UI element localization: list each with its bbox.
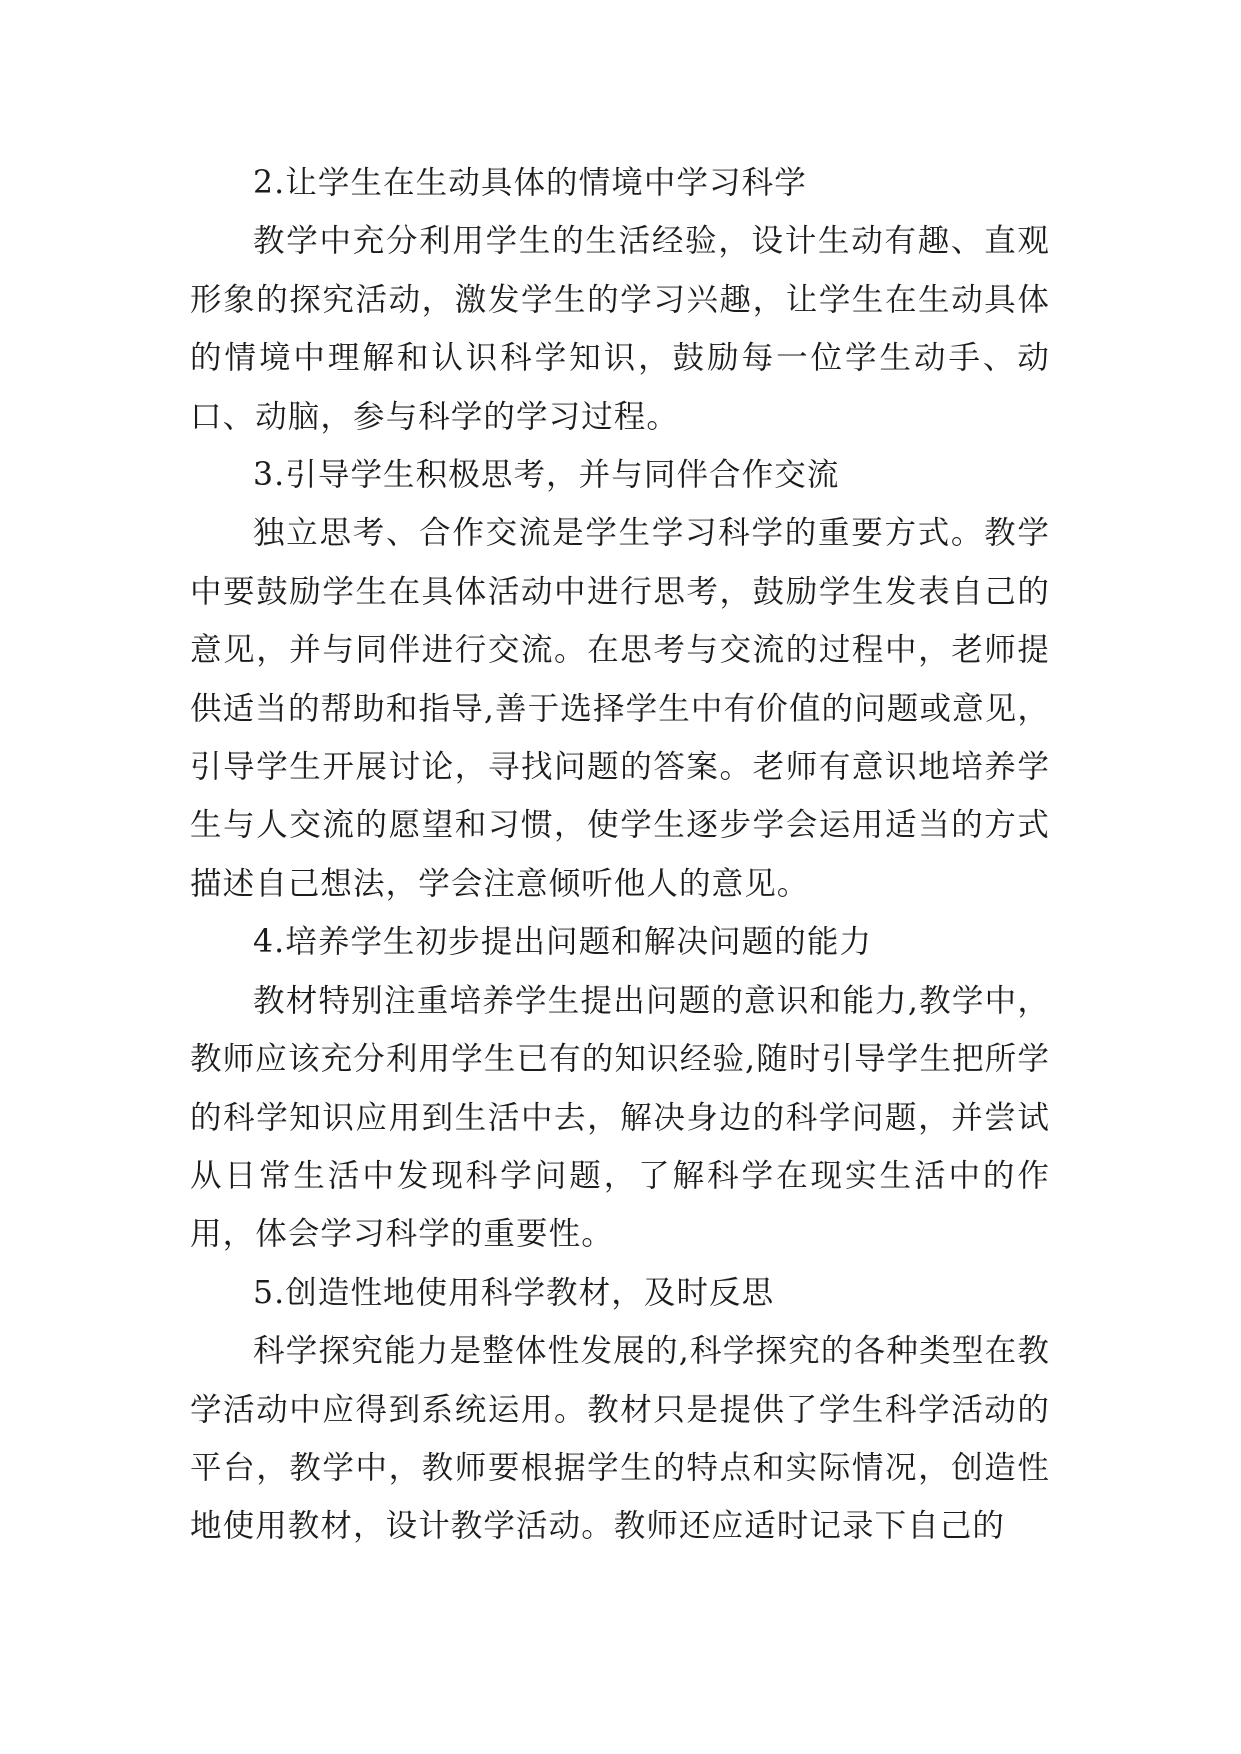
section-heading-4: 4.培养学生初步提出问题和解决问题的能力 — [253, 924, 873, 961]
section-heading-2: 2.让学生在生动具体的情境中学习科学 — [253, 165, 807, 201]
document-body — [190, 154, 1050, 1556]
section-paragraph-4: 教材特别注重培养学生提出问题的意识和能力,教学中，教师应该充分利用学生已有的知识经验,随时引导学生把所学的科学知识应用到生活中去，解决身边的科学问题，并尝试从日常生活中发现科学问题，了解科学在现实生活中的作用，体会学习科学的重要性。 — [190, 982, 1050, 1253]
section-heading-3: 3.引导学生积极思考，并与同伴合作交流 — [253, 457, 840, 494]
section-paragraph-2: 教学中充分利用学生的生活经验，设计生动有趣、直观形象的探究活动，激发学生的学习兴趣，让学生在生动具体的情境中理解和认识科学知识，鼓励每一位学生动手、动口、动脑，参与科学的学习过程。 — [190, 223, 1050, 435]
section-paragraph-5: 科学探究能力是整体性发展的,科学探究的各种类型在教学活动中应得到系统运用。教材只是提供了学生科学活动的平台，教学中，教师要根据学生的特点和实际情况，创造性地使用教材，设计教学活动。教师还应适时记录下自己的 — [190, 1333, 1050, 1545]
section-paragraph-3: 独立思考、合作交流是学生学习科学的重要方式。教学中要鼓励学生在具体活动中进行思考，鼓励学生发表自己的意见，并与同伴进行交流。在思考与交流的过程中，老师提供适当的帮助和指导,善于选择学生中有价值的问题或意见，引导学生开展讨论，寻找问题的答案。老师有意识地培养学生与人交流的愿望和习惯，使学生逐步学会运用适当的方式描述自己想法，学会注意倾听他人的意见。 — [190, 515, 1050, 902]
section-heading-5: 5.创造性地使用科学教材，及时反思 — [253, 1274, 775, 1311]
